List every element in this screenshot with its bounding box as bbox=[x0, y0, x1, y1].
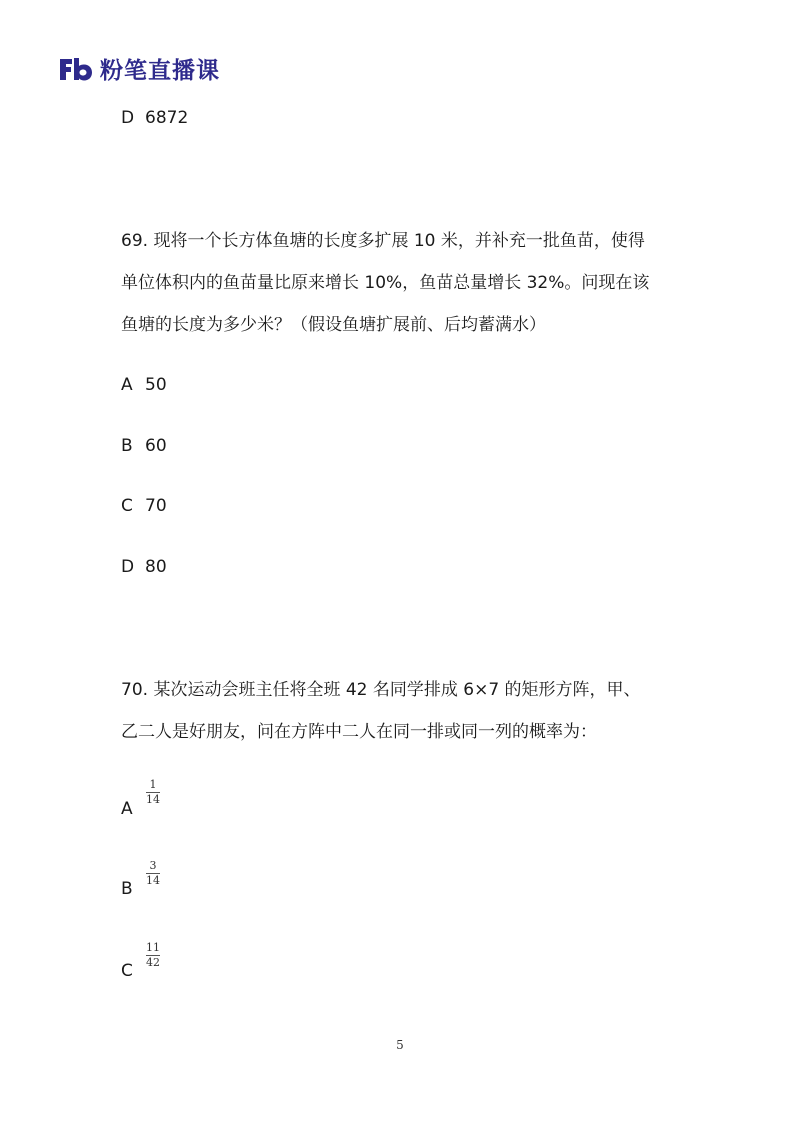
option-letter: D bbox=[121, 108, 135, 128]
option-text: 80 bbox=[145, 557, 167, 577]
option-text: 70 bbox=[145, 496, 167, 516]
option-text: 50 bbox=[145, 375, 167, 395]
q70-option-b-letter: B bbox=[121, 879, 133, 899]
fraction-numerator: 11 bbox=[146, 941, 160, 954]
q70-option-c-fraction bbox=[146, 942, 160, 969]
q69-line-3: 鱼塘的长度为多少米？（假设鱼塘扩展前、后均蓄满水） bbox=[121, 315, 546, 335]
q69-option-c bbox=[121, 496, 167, 516]
q70-option-c-letter: C bbox=[121, 961, 133, 981]
fraction-numerator: 3 bbox=[149, 859, 157, 872]
q69-option-a bbox=[121, 375, 167, 395]
option-d-prev bbox=[121, 108, 188, 128]
fraction-denominator: 14 bbox=[146, 793, 160, 806]
option-text: 6872 bbox=[145, 108, 189, 128]
option-letter: A bbox=[121, 375, 133, 395]
q70-option-a-letter: A bbox=[121, 799, 133, 819]
fraction-denominator: 14 bbox=[146, 874, 160, 887]
page-number: 5 bbox=[396, 1038, 404, 1052]
brand-logo bbox=[58, 52, 220, 85]
brand-name: 粉笔直播课 bbox=[100, 58, 220, 84]
q69-line-1: 69. 现将一个长方体鱼塘的长度多扩展 10 米，并补充一批鱼苗，使得 bbox=[121, 231, 645, 251]
q70-line-1: 70. 某次运动会班主任将全班 42 名同学排成 6×7 的矩形方阵，甲、 bbox=[121, 680, 641, 700]
option-text: 60 bbox=[145, 436, 167, 456]
q69-option-b bbox=[121, 436, 167, 456]
option-letter: C bbox=[121, 496, 133, 516]
q69-line-2: 单位体积内的鱼苗量比原来增长 10%，鱼苗总量增长 32%。问现在该 bbox=[121, 273, 650, 293]
q70-option-b-fraction bbox=[146, 860, 160, 887]
fraction-denominator: 42 bbox=[146, 956, 160, 969]
q70-option-a-fraction bbox=[146, 779, 160, 806]
option-letter: B bbox=[121, 436, 133, 456]
q69-option-d bbox=[121, 557, 167, 577]
fb-logo-icon bbox=[58, 56, 94, 82]
q70-line-2: 乙二人是好朋友，问在方阵中二人在同一排或同一列的概率为： bbox=[121, 722, 597, 742]
fraction-numerator: 1 bbox=[149, 778, 157, 791]
option-letter: D bbox=[121, 557, 135, 577]
